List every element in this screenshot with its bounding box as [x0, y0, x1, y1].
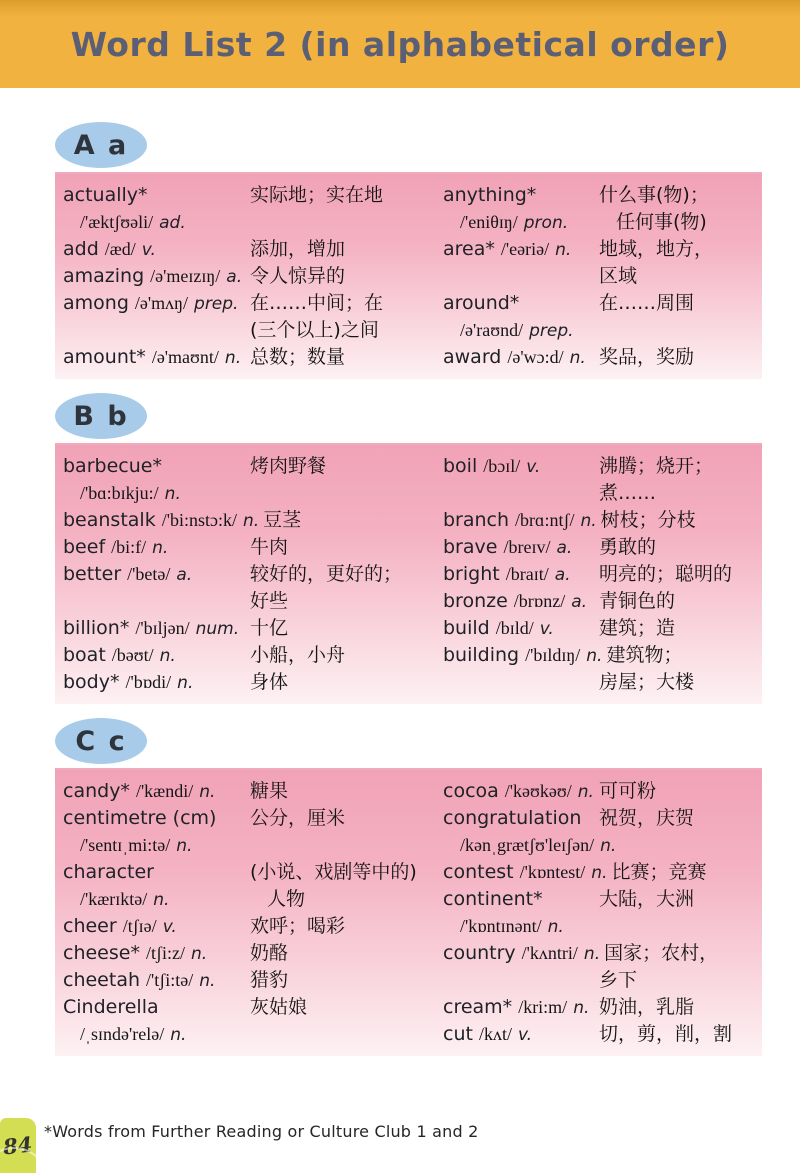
pos-text: n. [199, 971, 216, 991]
word-list-sections [55, 88, 762, 1070]
pos-text: n. [190, 944, 208, 964]
word-row [443, 886, 762, 913]
pos-text: prep. [194, 294, 239, 314]
word-text: beanstalk [63, 509, 156, 531]
phonetic-text: /'betə/ [127, 564, 171, 584]
pos-text: n. [600, 836, 617, 856]
english-cell [63, 669, 250, 697]
pos-text: a. [176, 565, 193, 585]
phonetic-text: /'bɪldɪŋ/ [525, 645, 581, 665]
phonetic-text: /'bɪljən/ [135, 618, 190, 638]
column-left [63, 182, 443, 371]
english-cell [63, 1021, 267, 1049]
chinese-text: 灰姑娘 [250, 996, 308, 1018]
english-cell [443, 994, 599, 1022]
english-cell [63, 263, 250, 291]
phonetic-text: /tʃi:z/ [145, 943, 185, 963]
word-text: boil [443, 455, 478, 477]
pos-text: n. [153, 890, 170, 910]
phonetic-text: /ə'mʌŋ/ [134, 293, 189, 313]
chinese-text: 实际地；实在地 [250, 184, 384, 206]
pos-text: n. [170, 1025, 187, 1045]
word-text: amazing [63, 265, 145, 287]
pos-text: prep. [529, 321, 574, 341]
chinese-text: 勇敢的 [599, 536, 657, 558]
word-text: centimetre (cm) [63, 807, 217, 829]
word-row [63, 209, 443, 236]
english-cell [63, 886, 267, 914]
word-row [443, 480, 762, 507]
chinese-text: 沸腾；烧开； [599, 455, 714, 477]
english-cell [63, 290, 250, 318]
word-text: bright [443, 563, 500, 585]
word-table-a [55, 172, 762, 379]
english-cell [63, 994, 250, 1021]
pos-text: a. [571, 592, 588, 612]
pos-text: pron. [523, 213, 569, 233]
english-cell [443, 317, 616, 345]
chinese-text: 切，剪，削，割 [599, 1023, 733, 1045]
word-row [63, 805, 443, 832]
section-heading-b: B b [55, 393, 147, 439]
pos-text: a. [554, 565, 571, 585]
chinese-text: 公分，厘米 [250, 807, 346, 829]
phonetic-text: /'kʌntri/ [521, 943, 578, 963]
english-cell [63, 507, 263, 535]
chinese-text: 烤肉野餐 [250, 455, 327, 477]
english-cell [63, 940, 250, 968]
phonetic-text: /'kɒntest/ [519, 862, 586, 882]
word-table-b [55, 443, 762, 704]
pos-text: a. [226, 267, 243, 287]
word-text: country [443, 942, 516, 964]
word-row [443, 913, 762, 940]
section-b [55, 393, 762, 704]
english-cell [443, 507, 601, 535]
english-cell [63, 805, 250, 832]
english-cell [443, 534, 599, 562]
word-text: Cinderella [63, 996, 159, 1018]
phonetic-text: /'bɒdi/ [125, 672, 172, 692]
word-row [63, 832, 443, 859]
word-text: bronze [443, 590, 508, 612]
chinese-text: 乡下 [599, 969, 638, 991]
pos-text: n. [176, 836, 193, 856]
phonetic-text: /'tʃi:tə/ [146, 970, 194, 990]
word-text: boat [63, 644, 106, 666]
word-text: actually* [63, 184, 148, 206]
english-cell [443, 561, 599, 589]
chinese-text: 小船，小舟 [250, 644, 346, 666]
phonetic-text: /'eniθɪŋ/ [460, 212, 518, 232]
page-header [0, 0, 800, 88]
word-row [63, 859, 443, 886]
phonetic-text: /tʃɪə/ [122, 916, 157, 936]
word-row [443, 344, 762, 371]
word-row [63, 317, 443, 344]
word-row [63, 940, 443, 967]
english-cell [63, 913, 250, 941]
word-text: cheese* [63, 942, 140, 964]
chinese-text: 青铜色的 [599, 590, 676, 612]
english-cell [443, 344, 599, 372]
pos-text: v. [539, 619, 554, 639]
english-cell [63, 859, 250, 886]
phonetic-text: /bi:f/ [111, 537, 147, 557]
word-row [63, 344, 443, 371]
word-row [443, 453, 762, 480]
english-cell [443, 940, 604, 968]
word-row [443, 832, 762, 859]
word-row [443, 967, 762, 994]
word-row [443, 615, 762, 642]
english-cell [443, 642, 606, 670]
english-cell [63, 778, 250, 806]
chinese-text: 奖品，奖励 [599, 346, 695, 368]
word-row [443, 778, 762, 805]
word-text: billion* [63, 617, 130, 639]
chinese-text: 奶酪 [250, 942, 289, 964]
word-row [443, 994, 762, 1021]
word-text: better [63, 563, 122, 585]
word-text: body* [63, 671, 120, 693]
word-text: award [443, 346, 502, 368]
word-row [63, 588, 443, 615]
chinese-text: 区域 [599, 265, 638, 287]
word-table-c [55, 768, 762, 1056]
word-text: character [63, 861, 154, 883]
word-text: candy* [63, 780, 130, 802]
pos-text: n. [591, 863, 608, 883]
pos-text: v. [162, 917, 177, 937]
page-title: Word List 2 (in alphabetical order) [70, 24, 730, 64]
pos-text: n. [242, 511, 260, 531]
phonetic-text: /breɪv/ [503, 537, 551, 557]
word-row [63, 263, 443, 290]
phonetic-text: /kʌt/ [478, 1024, 512, 1044]
pos-text: ad. [159, 213, 186, 233]
word-row [443, 588, 762, 615]
column-right [443, 182, 762, 371]
pos-text: n. [177, 673, 194, 693]
pos-text: n. [577, 782, 594, 802]
pos-text: n. [164, 484, 181, 504]
word-row [63, 778, 443, 805]
chinese-text: 好些 [250, 590, 289, 612]
word-row [443, 236, 762, 263]
word-text: congratulation [443, 807, 582, 829]
pos-text: n. [199, 782, 216, 802]
word-row [63, 886, 443, 913]
word-row [63, 236, 443, 263]
chinese-text: 豆茎 [263, 509, 302, 531]
chinese-text: 任何事(物) [616, 211, 707, 233]
chinese-text: 明亮的；聪明的 [599, 563, 733, 585]
phonetic-text: /brɒnz/ [513, 591, 566, 611]
column-right [443, 453, 762, 696]
word-row [63, 534, 443, 561]
word-text: cheer [63, 915, 117, 937]
word-row [443, 182, 762, 209]
chinese-text: (三个以上)之间 [250, 319, 379, 341]
english-cell [63, 534, 250, 562]
column-left [63, 453, 443, 696]
pos-text: v. [517, 1025, 533, 1045]
english-cell [443, 615, 599, 643]
word-row [443, 317, 762, 344]
english-cell [63, 453, 250, 480]
section-heading-a: A a [55, 122, 147, 168]
word-row [63, 994, 443, 1021]
page-number-badge [0, 1118, 36, 1173]
word-row [443, 534, 762, 561]
pos-text: n. [583, 944, 601, 964]
english-cell [443, 453, 599, 481]
phonetic-text: /æd/ [104, 239, 136, 259]
english-cell [63, 967, 250, 995]
pos-text: n. [573, 998, 590, 1018]
english-cell [63, 209, 267, 237]
word-text: around* [443, 292, 520, 314]
word-row [443, 940, 762, 967]
phonetic-text: /bɔɪl/ [483, 456, 521, 476]
word-row [443, 507, 762, 534]
english-cell [63, 344, 250, 372]
english-cell [443, 1021, 599, 1049]
chinese-text: 在……中间；在 [250, 292, 384, 314]
word-row [63, 507, 443, 534]
english-cell [443, 805, 599, 832]
english-cell [63, 615, 250, 643]
word-row [63, 642, 443, 669]
word-text: cocoa [443, 780, 499, 802]
word-text: area* [443, 238, 495, 260]
word-text: building [443, 644, 520, 666]
phonetic-text: /ə'raʊnd/ [460, 320, 524, 340]
phonetic-text: /braɪt/ [505, 564, 549, 584]
chinese-text: 地域，地方， [599, 238, 714, 260]
phonetic-text: /'kærɪktə/ [80, 889, 148, 909]
chinese-text: 令人惊异的 [250, 265, 346, 287]
word-row [443, 290, 762, 317]
word-text: add [63, 238, 99, 260]
pos-text: n. [580, 511, 597, 531]
word-row [63, 561, 443, 588]
column-right [443, 778, 762, 1048]
english-cell [443, 832, 620, 860]
english-cell [443, 886, 599, 913]
pos-text: n. [152, 538, 169, 558]
phonetic-text: /'bi:nstɔ:k/ [161, 510, 237, 530]
english-cell [443, 182, 599, 209]
word-text: cut [443, 1023, 473, 1045]
phonetic-text: /ˌsɪndə'relə/ [80, 1024, 165, 1044]
chinese-text: 比赛；竞赛 [611, 861, 707, 883]
english-cell [443, 236, 599, 264]
word-text: branch [443, 509, 510, 531]
phonetic-text: /'eəriə/ [500, 239, 550, 259]
chinese-text: 煮…… [599, 482, 657, 504]
english-cell [63, 182, 250, 209]
chinese-text: 可可粉 [599, 780, 657, 802]
page-number: 84 [2, 1131, 34, 1160]
english-cell [443, 778, 599, 806]
word-text: continent* [443, 888, 543, 910]
chinese-text: (小说、戏剧等中的) [250, 861, 417, 883]
english-cell [63, 480, 267, 508]
chinese-text: 树枝；分枝 [600, 509, 696, 531]
chinese-text: 总数；数量 [250, 346, 346, 368]
chinese-text: 糖果 [250, 780, 289, 802]
word-row [63, 615, 443, 642]
chinese-text: 大陆，大洲 [599, 888, 695, 910]
word-row [63, 1021, 443, 1048]
chinese-text: 奶油，乳脂 [599, 996, 695, 1018]
pos-text: n. [224, 348, 242, 368]
chinese-text: 建筑物； [606, 644, 683, 666]
word-row [443, 263, 762, 290]
word-row [63, 453, 443, 480]
chinese-text: 国家；农村， [604, 942, 719, 964]
chinese-text: 较好的，更好的； [250, 563, 403, 585]
chinese-text: 欢呼；喝彩 [250, 915, 346, 937]
word-row [63, 913, 443, 940]
word-text: contest [443, 861, 514, 883]
pos-text: a. [556, 538, 573, 558]
chinese-text: 牛肉 [250, 536, 289, 558]
section-a [55, 122, 762, 379]
word-row [443, 561, 762, 588]
chinese-text: 十亿 [250, 617, 289, 639]
word-text: anything* [443, 184, 537, 206]
word-row [443, 209, 762, 236]
phonetic-text: /'sentɪˌmi:tə/ [80, 835, 171, 855]
pos-text: v. [141, 240, 156, 260]
word-text: beef [63, 536, 106, 558]
pos-text: n. [586, 646, 603, 666]
phonetic-text: /'kændi/ [135, 781, 194, 801]
english-cell [443, 209, 616, 237]
column-left [63, 778, 443, 1048]
chinese-text: 在……周围 [599, 292, 695, 314]
word-row [63, 182, 443, 209]
pos-text: n. [547, 917, 564, 937]
word-row [443, 642, 762, 669]
phonetic-text: /'æktʃʊəli/ [80, 212, 154, 232]
english-cell [443, 859, 611, 887]
english-cell [63, 832, 267, 860]
english-cell [63, 642, 250, 670]
word-text: amount* [63, 346, 146, 368]
word-text: among [63, 292, 129, 314]
word-row [443, 1021, 762, 1048]
english-cell [63, 561, 250, 589]
word-row [63, 967, 443, 994]
phonetic-text: /ə'wɔ:d/ [507, 347, 564, 367]
phonetic-text: /'kɒntɪnənt/ [460, 916, 542, 936]
word-row [443, 859, 762, 886]
english-cell [63, 236, 250, 264]
pos-text: num. [195, 619, 240, 639]
word-row [63, 669, 443, 696]
word-text: build [443, 617, 490, 639]
chinese-text: 身体 [250, 671, 289, 693]
chinese-text: 添加，增加 [250, 238, 346, 260]
word-text: barbecue* [63, 455, 162, 477]
chinese-text: 房屋；大楼 [599, 671, 695, 693]
phonetic-text: /bəʊt/ [111, 645, 154, 665]
chinese-text: 人物 [267, 888, 306, 910]
phonetic-text: /brɑ:ntʃ/ [515, 510, 575, 530]
phonetic-text: /kri:m/ [518, 997, 568, 1017]
english-cell [443, 588, 599, 616]
word-row [443, 669, 762, 696]
phonetic-text: /ə'maʊnt/ [151, 347, 219, 367]
phonetic-text: /'kəʊkəʊ/ [504, 781, 572, 801]
phonetic-text: /bɪld/ [495, 618, 534, 638]
word-text: cheetah [63, 969, 141, 991]
pos-text: n. [159, 646, 176, 666]
pos-text: n. [555, 240, 572, 260]
english-cell [443, 290, 599, 317]
word-row [443, 805, 762, 832]
word-row [63, 290, 443, 317]
chinese-text: 猎豹 [250, 969, 289, 991]
section-heading-c: C c [55, 718, 147, 764]
word-text: brave [443, 536, 498, 558]
chinese-text: 祝贺，庆贺 [599, 807, 695, 829]
pos-text: n. [569, 348, 586, 368]
chinese-text: 建筑；造 [599, 617, 676, 639]
chinese-text: 什么事(物)； [599, 184, 709, 206]
english-cell [443, 913, 616, 941]
pos-text: v. [526, 457, 541, 477]
footnote: *Words from Further Reading or Culture Club 1 and 2 [44, 1122, 479, 1141]
phonetic-text: /'bɑ:bɪkju:/ [80, 483, 159, 503]
word-row [63, 480, 443, 507]
phonetic-text: /ə'meɪzɪŋ/ [150, 266, 221, 286]
section-c [55, 718, 762, 1056]
word-text: cream* [443, 996, 513, 1018]
phonetic-text: /kənˌgrætʃʊ'leɪʃən/ [460, 835, 595, 855]
